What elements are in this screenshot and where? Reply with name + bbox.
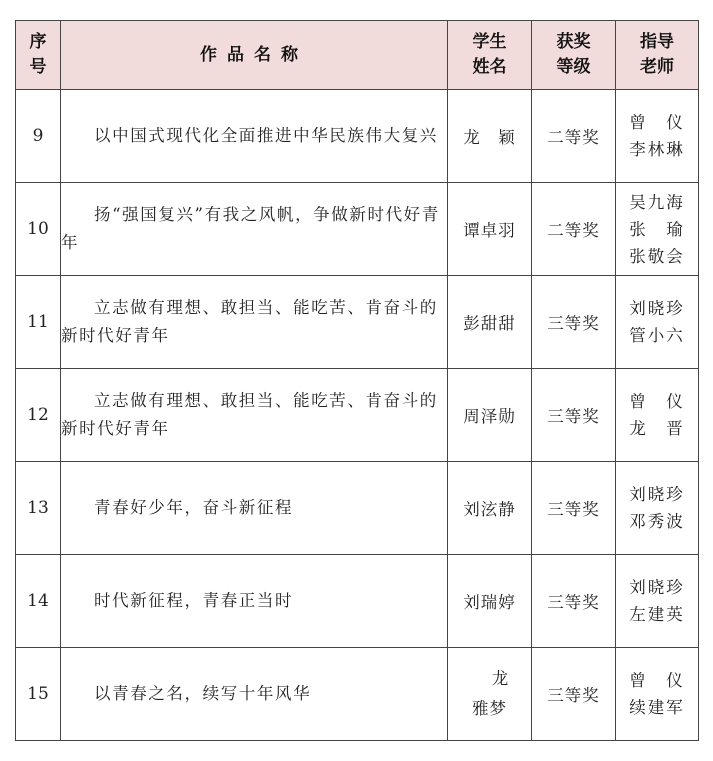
table-row <box>16 183 699 276</box>
row-title: 立志做有理想、敢担当、能吃苦、肯奋斗的新时代好青年 <box>61 369 448 462</box>
row-seq: 15 <box>16 648 61 741</box>
row-teachers <box>616 90 699 183</box>
row-title: 以青春之名，续写十年风华 <box>61 648 448 741</box>
teacher-name: 续建军 <box>629 698 685 717</box>
teacher-name: 曾 仪 <box>629 113 685 132</box>
row-student: 谭卓羽 <box>448 183 532 276</box>
table-row <box>16 276 699 369</box>
row-teachers <box>616 276 699 369</box>
row-student <box>448 648 532 741</box>
row-student: 彭甜甜 <box>448 276 532 369</box>
header-teacher: 指导老师 <box>616 21 699 90</box>
row-title: 以中国式现代化全面推进中华民族伟大复兴 <box>61 90 448 183</box>
row-title: 时代新征程，青春正当时 <box>61 555 448 648</box>
row-teachers <box>616 555 699 648</box>
row-seq: 10 <box>16 183 61 276</box>
row-student: 刘瑞婷 <box>448 555 532 648</box>
row-student: 刘泫静 <box>448 462 532 555</box>
row-seq: 14 <box>16 555 61 648</box>
row-student: 龙 颖 <box>448 90 532 183</box>
row-teachers <box>616 462 699 555</box>
teacher-name: 张敬会 <box>629 246 685 266</box>
row-seq: 13 <box>16 462 61 555</box>
teacher-name: 李林琳 <box>629 140 685 159</box>
row-title: 扬“强国复兴”有我之风帆，争做新时代好青年 <box>61 183 448 276</box>
table-row <box>16 555 699 648</box>
teacher-name: 龙 晋 <box>629 419 685 438</box>
teacher-name: 刘晓珍 <box>629 299 685 318</box>
row-student: 周泽勋 <box>448 369 532 462</box>
table-row <box>16 369 699 462</box>
row-teachers <box>616 648 699 741</box>
row-award: 二等奖 <box>532 183 616 276</box>
row-title: 立志做有理想、敢担当、能吃苦、肯奋斗的新时代好青年 <box>61 276 448 369</box>
student-name-line: 龙 <box>491 669 510 688</box>
table-row <box>16 462 699 555</box>
teacher-name: 邓秀波 <box>629 512 685 531</box>
teacher-name: 刘晓珍 <box>629 578 685 597</box>
header-student: 学生姓名 <box>448 21 532 90</box>
table-header <box>16 21 699 90</box>
row-title: 青春好少年，奋斗新征程 <box>61 462 448 555</box>
header-title: 作品名称 <box>61 21 448 90</box>
table-row <box>16 90 699 183</box>
row-award: 三等奖 <box>532 555 616 648</box>
row-award: 三等奖 <box>532 648 616 741</box>
row-award: 三等奖 <box>532 462 616 555</box>
row-seq: 9 <box>16 90 61 183</box>
row-teachers <box>616 369 699 462</box>
teacher-name: 左建英 <box>629 605 685 624</box>
awards-table <box>15 20 699 741</box>
row-award: 三等奖 <box>532 276 616 369</box>
teacher-name: 曾 仪 <box>629 671 685 690</box>
header-seq: 序号 <box>16 21 61 90</box>
student-name-line: 雅梦 <box>472 699 507 718</box>
row-award: 三等奖 <box>532 369 616 462</box>
teacher-name: 吴九海 <box>629 192 685 212</box>
header-award: 获奖等级 <box>532 21 616 90</box>
row-seq: 12 <box>16 369 61 462</box>
teacher-name: 张 瑜 <box>629 219 685 239</box>
row-award: 二等奖 <box>532 90 616 183</box>
teacher-name: 曾 仪 <box>629 392 685 411</box>
row-seq: 11 <box>16 276 61 369</box>
teacher-name: 管小六 <box>629 326 685 345</box>
teacher-name: 刘晓珍 <box>629 485 685 504</box>
table-row <box>16 648 699 741</box>
row-teachers <box>616 183 699 276</box>
